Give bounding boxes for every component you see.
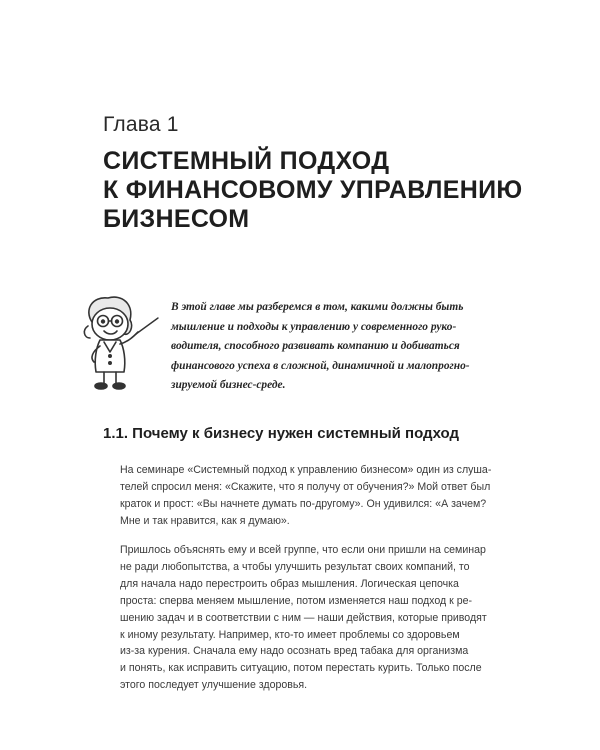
intro-line: мышление и подходы к управлению у современного руко- (171, 320, 457, 333)
chapter-title-line: К ФИНАНСОВОМУ УПРАВЛЕНИЮ (103, 176, 523, 204)
chapter-label: Глава 1 (103, 113, 179, 136)
paragraph-line: и понять, как исправить ситуацию, потом перестать курить. Только после (120, 662, 482, 675)
paragraph-line: не ради любопытства, а чтобы улучшить результат своих компаний, то (120, 560, 470, 573)
intro-line: зируемой бизнес-среде. (171, 379, 286, 392)
section-heading: 1.1. Почему к бизнесу нужен системный подход (103, 425, 460, 442)
chapter-intro (171, 298, 516, 396)
paragraph-line: проста: сперва меняем мышление, потом изменяется наш подход к ре- (120, 594, 473, 607)
intro-line: водителя, способного развивать компанию и добиваться (171, 340, 460, 353)
paragraph-line: шению задач и в соответствии с ним — наши действия, которые приводят (120, 611, 487, 624)
chapter-title-line: БИЗНЕСОМ (103, 205, 250, 233)
paragraph-line: телей спросил меня: «Скажите, что я получу от обучения?» Мой ответ был (120, 480, 491, 493)
paragraph-line: из-за курения. Сначала ему надо осознать вред табака для организма (120, 645, 469, 658)
paragraph-line: для начала надо перестроить образ мышления. Логическая цепочка (120, 577, 459, 590)
intro-line: финансового успеха в сложной, динамичной и малопрогно- (171, 359, 470, 372)
paragraph-line: этого последует улучшение здоровья. (120, 679, 308, 692)
paragraph (120, 462, 500, 530)
teacher-with-pointer-icon (74, 292, 160, 394)
intro-line: В этой главе мы разберемся в том, какими должны быть (171, 301, 464, 313)
paragraph-line: Пришлось объяснять ему и всей группе, что если они пришли на семинар (120, 544, 486, 556)
chapter-title (103, 147, 523, 234)
paragraph-line: краток и прост: «Вы начнете думать по-другому». Он удивился: «А зачем? (120, 497, 487, 510)
paragraph-line: Мне и так нравится, как я думаю». (120, 514, 290, 527)
paragraph-line: к иному результату. Например, кто-то имеет проблемы со здоровьем (120, 628, 460, 641)
chapter-title-line: СИСТЕМНЫЙ ПОДХОД (103, 147, 390, 175)
paragraph-line: На семинаре «Системный подход к управлению бизнесом» один из слуша- (120, 464, 492, 476)
paragraph (120, 542, 500, 694)
